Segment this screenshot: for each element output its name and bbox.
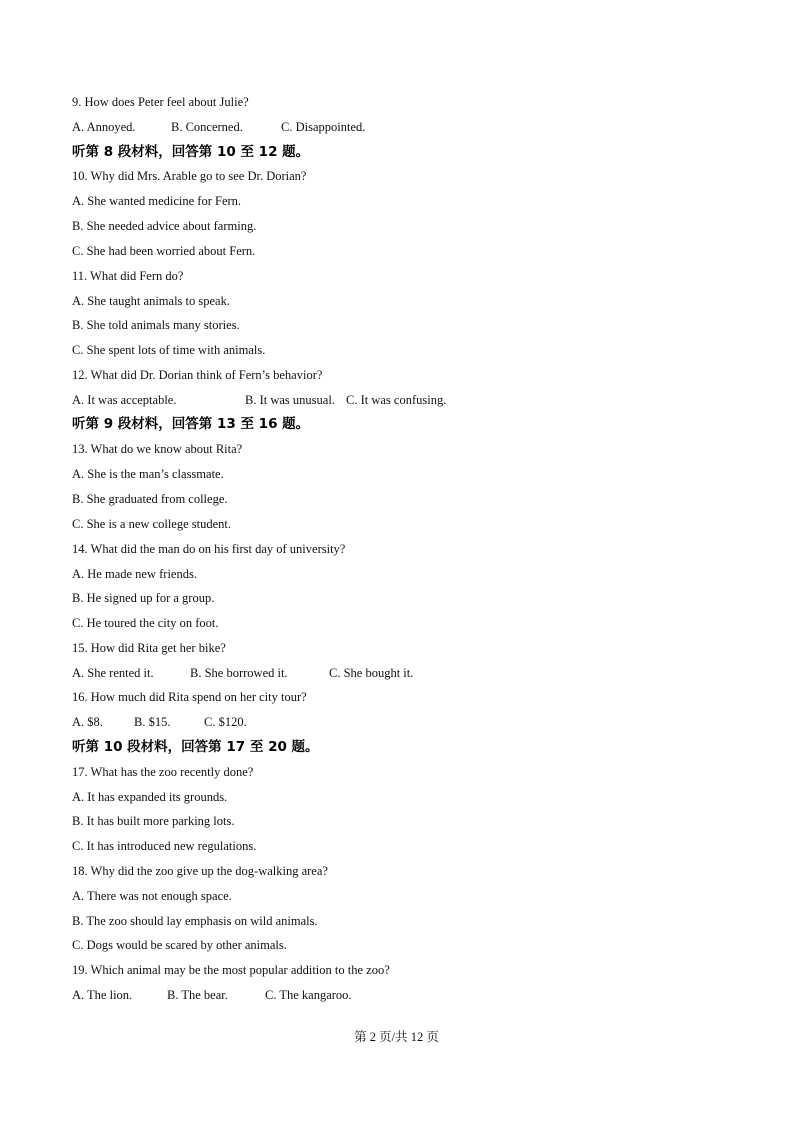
question-17: 17. What has the zoo recently done? (72, 765, 254, 779)
option-c: C. It has introduced new regulations. (72, 839, 257, 853)
section-heading-8: 听第 8 段材料，回答第 10 至 12 题。 (72, 144, 310, 160)
option-c: C. She is a new college student. (72, 517, 231, 531)
option-a: A. It has expanded its grounds. (72, 790, 228, 804)
option-c: C. She bought it. (329, 666, 414, 680)
question-18: 18. Why did the zoo give up the dog-walking area? (72, 864, 328, 878)
question-16-options (72, 714, 247, 730)
option-b: B. $15. (134, 715, 171, 729)
option-a: A. She taught animals to speak. (72, 294, 230, 308)
option-a: A. It was acceptable. (72, 393, 177, 407)
option-a: A. She is the man’s classmate. (72, 467, 224, 481)
question-9: 9. How does Peter feel about Julie? (72, 95, 249, 109)
option-a: A. She wanted medicine for Fern. (72, 194, 242, 208)
option-b: B. The zoo should lay emphasis on wild animals. (72, 914, 318, 928)
section-heading-9: 听第 9 段材料，回答第 13 至 16 题。 (72, 416, 310, 432)
option-c: C. She spent lots of time with animals. (72, 343, 266, 357)
option-c: C. Disappointed. (281, 120, 366, 134)
option-b: B. The bear. (167, 988, 228, 1002)
question-12: 12. What did Dr. Dorian think of Fern’s behavior? (72, 368, 323, 382)
question-16: 16. How much did Rita spend on her city tour? (72, 690, 307, 704)
question-10: 10. Why did Mrs. Arable go to see Dr. Dorian? (72, 169, 307, 183)
page-footer: 第 2 页/共 12 页 (354, 1030, 439, 1044)
question-11: 11. What did Fern do? (72, 269, 184, 283)
option-c: C. He toured the city on foot. (72, 616, 219, 630)
option-a: A. The lion. (72, 988, 133, 1002)
question-13: 13. What do we know about Rita? (72, 442, 243, 456)
question-19: 19. Which animal may be the most popular addition to the zoo? (72, 963, 390, 977)
option-c: C. She had been worried about Fern. (72, 244, 256, 258)
question-14: 14. What did the man do on his first day of university? (72, 542, 346, 556)
question-12-options (72, 392, 446, 408)
option-a: A. Annoyed. (72, 120, 136, 134)
question-15: 15. How did Rita get her bike? (72, 641, 226, 655)
option-b: B. She borrowed it. (190, 666, 288, 680)
option-b: B. She told animals many stories. (72, 318, 240, 332)
option-b: B. It was unusual. (245, 393, 335, 407)
question-19-options (72, 987, 352, 1003)
option-b: B. It has built more parking lots. (72, 814, 235, 828)
section-heading-10: 听第 10 段材料，回答第 17 至 20 题。 (72, 739, 319, 755)
option-b: B. He signed up for a group. (72, 591, 215, 605)
option-a: A. $8. (72, 715, 103, 729)
option-c: C. It was confusing. (346, 393, 447, 407)
question-9-options (72, 119, 365, 135)
option-c: C. Dogs would be scared by other animals. (72, 938, 287, 952)
option-b: B. She needed advice about farming. (72, 219, 257, 233)
option-b: B. Concerned. (171, 120, 243, 134)
option-b: B. She graduated from college. (72, 492, 228, 506)
option-c: C. $120. (204, 715, 247, 729)
option-a: A. There was not enough space. (72, 889, 232, 903)
option-a: A. He made new friends. (72, 567, 197, 581)
option-a: A. She rented it. (72, 666, 154, 680)
question-15-options (72, 665, 413, 681)
option-c: C. The kangaroo. (265, 988, 352, 1002)
